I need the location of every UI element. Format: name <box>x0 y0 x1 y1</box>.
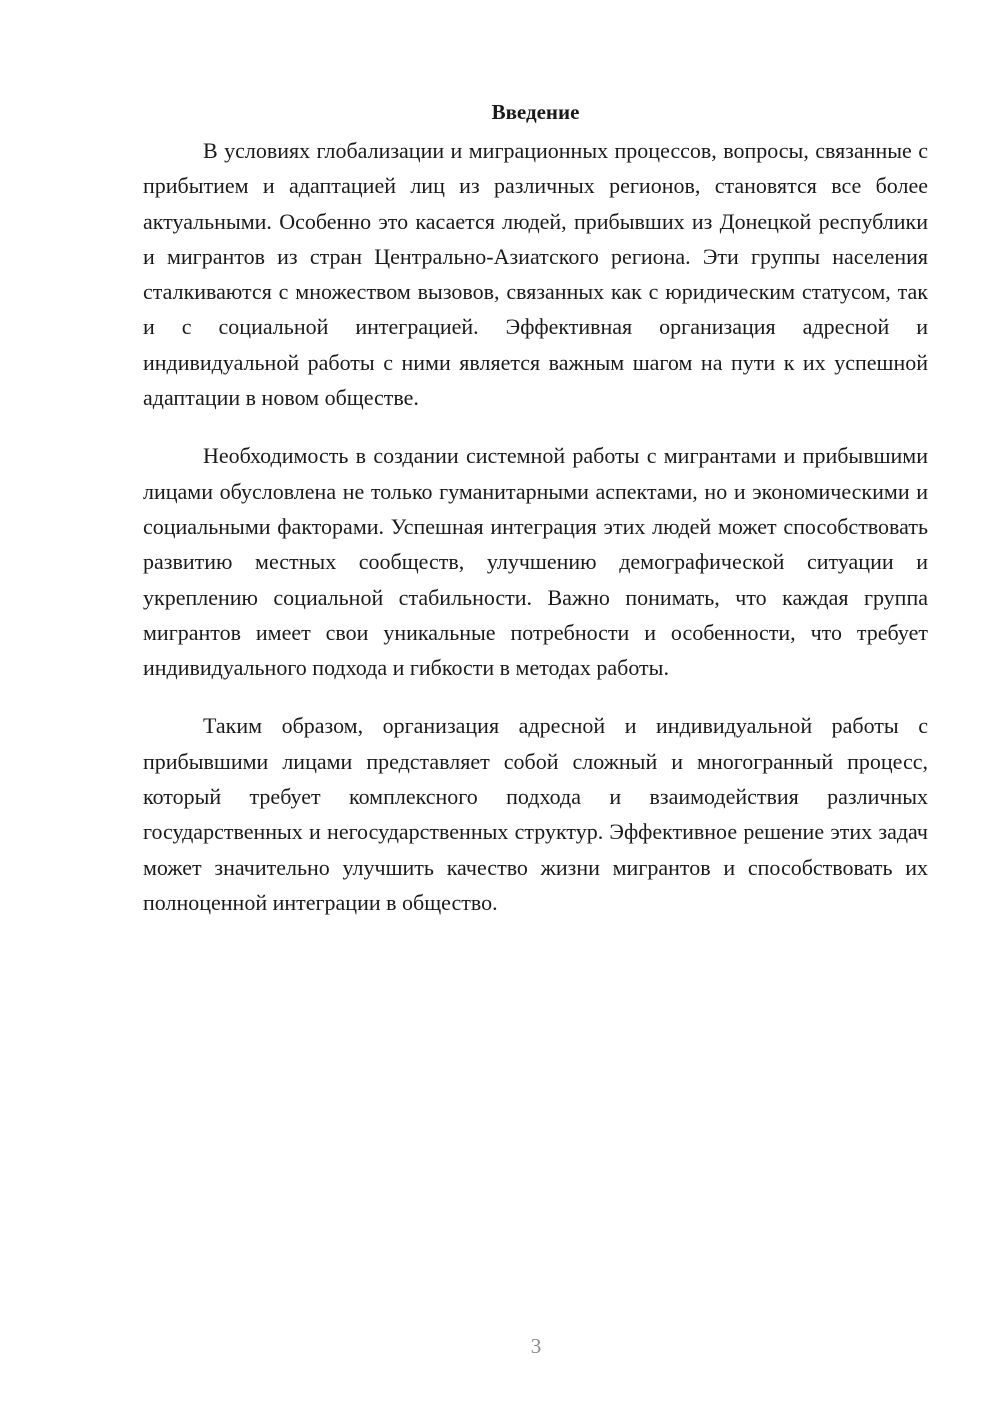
paragraph-2: Необходимость в создании системной работы с мигрантами и прибывшими лицами обусловлена не только гуманитарными аспектами, но и экономическими и социальными факторами. Успешная интеграция этих людей может способствовать развитию местных сообществ, улучшению демографической ситуации и укреплению социальной стабильности. Важно понимать, что каждая группа мигрантов имеет свои уникальные потребности и особенности, что требует индивидуального подхода и гибкости в методах работы. <box>143 443 928 681</box>
paragraph-3: Таким образом, организация адресной и индивидуальной работы с прибывшими лицами представляет собой сложный и многогранный процесс, который требует комплексного подхода и взаимодействия различных государственных и негосударственных структур. Эффективное решение этих задач может значительно улучшить качество жизни мигрантов и способствовать их полноценной интеграции в общество. <box>143 713 928 915</box>
page-number: 3 <box>530 1334 542 1358</box>
page-body <box>143 96 928 943</box>
paragraph-1: В условиях глобализации и миграционных процессов, вопросы, связанные с прибытием и адаптацией лиц из различных регионов, становятся все более актуальными. Особенно это касается людей, прибывших из Донецкой республики и мигрантов из стран Центрально-Азиатского региона. Эти группы населения сталкиваются с множеством вызовов, связанных как с юридическим статусом, так и с социальной интеграцией. Эффективная организация адресной и индивидуальной работы с ними является важным шагом на пути к их успешной адаптации в новом обществе. <box>143 138 928 411</box>
section-heading: Введение <box>491 100 580 124</box>
